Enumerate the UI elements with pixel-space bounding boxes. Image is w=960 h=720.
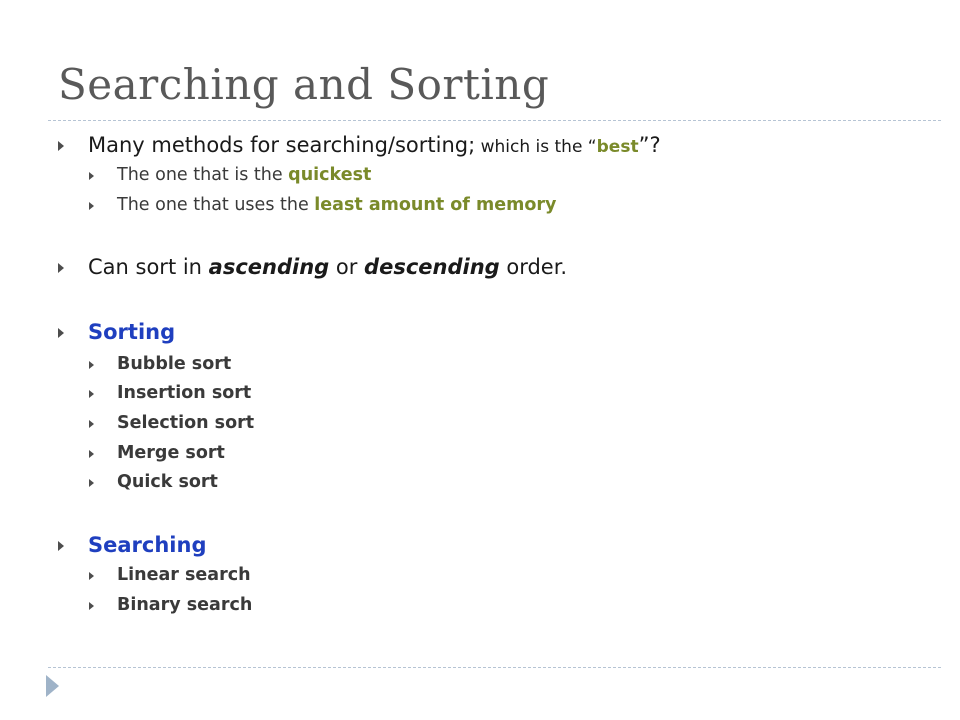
sort-item: Bubble sort: [117, 354, 232, 374]
order-descending: descending: [364, 255, 500, 279]
sub-bullet-arrow-icon: [89, 572, 94, 580]
footer-divider: [48, 667, 941, 668]
slide-title: Searching and Sorting: [58, 60, 550, 109]
criteria-highlight: least amount of memory: [314, 195, 557, 215]
question-text-small: which is the “: [475, 137, 597, 157]
criteria-highlight: quickest: [288, 165, 372, 185]
sort-item: Quick sort: [117, 472, 218, 492]
searching-heading: Searching: [88, 533, 207, 557]
order-text: order.: [499, 255, 568, 279]
criteria-item: [117, 197, 556, 215]
sort-item: Selection sort: [117, 413, 255, 433]
search-item: Linear search: [117, 565, 251, 585]
bullet-arrow-icon: [58, 263, 64, 273]
question-text: Many methods for searching/sorting;: [88, 133, 476, 157]
bullet-order: [88, 257, 567, 278]
order-text: or: [329, 255, 365, 279]
order-text: Can sort in: [88, 255, 209, 279]
bullet-arrow-icon: [58, 328, 64, 338]
sub-bullet-arrow-icon: [89, 202, 94, 210]
sub-bullet-arrow-icon: [89, 420, 94, 428]
question-best: best: [596, 137, 639, 157]
bullet-question: [88, 135, 661, 156]
criteria-prefix: The one that is the: [117, 165, 289, 185]
sub-bullet-arrow-icon: [89, 479, 94, 487]
question-end: ”?: [638, 133, 661, 157]
corner-arrow-icon: [46, 675, 59, 697]
search-item: Binary search: [117, 595, 253, 615]
sub-bullet-arrow-icon: [89, 361, 94, 369]
sub-bullet-arrow-icon: [89, 602, 94, 610]
sorting-heading: Sorting: [88, 320, 176, 344]
sub-bullet-arrow-icon: [89, 172, 94, 180]
sub-bullet-arrow-icon: [89, 450, 94, 458]
bullet-arrow-icon: [58, 141, 64, 151]
bullet-arrow-icon: [58, 541, 64, 551]
sort-item: Insertion sort: [117, 383, 252, 403]
sub-bullet-arrow-icon: [89, 390, 94, 398]
criteria-prefix: The one that uses the: [117, 195, 315, 215]
title-divider: [48, 120, 941, 121]
order-ascending: ascending: [208, 255, 330, 279]
sort-item: Merge sort: [117, 443, 225, 463]
criteria-item: [117, 167, 371, 185]
